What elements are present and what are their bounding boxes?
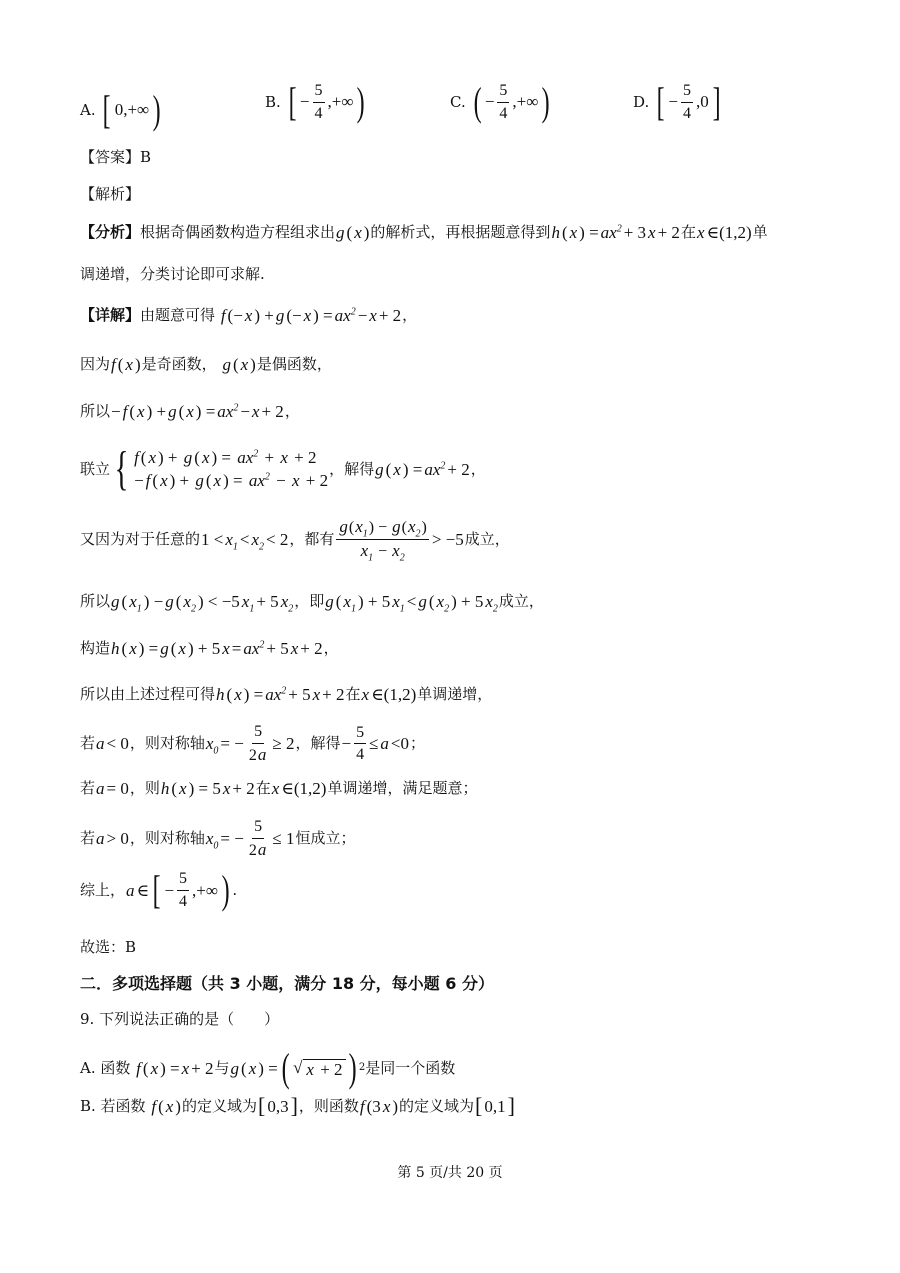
math: ] (290, 1093, 298, 1118)
text: 单 (752, 223, 768, 241)
math: ) + (146, 402, 167, 421)
math: $ax^2$ (334, 306, 356, 325)
fraction: $\frac{5}{4}$ (356, 723, 365, 764)
text: 在 (345, 685, 361, 703)
math: x (393, 459, 401, 479)
bracket: ) (357, 79, 366, 125)
choose-line: 故选：B (80, 938, 137, 956)
option-d (633, 79, 723, 125)
math: ) (392, 1096, 399, 1116)
math: ( (121, 639, 128, 658)
math: ∈ (136, 880, 150, 900)
fraction: $\frac{5}{2a}$ (248, 723, 267, 764)
bracket: ( (281, 1045, 290, 1090)
text: 恒成立； (295, 829, 356, 848)
math: $x_1$ (129, 592, 142, 615)
math: a (96, 779, 105, 798)
math: < (239, 529, 250, 549)
fraction: $\frac{5}{4}$ (499, 82, 508, 122)
bracket: ) (152, 87, 161, 132)
math: − (240, 402, 250, 421)
math: [ (475, 1093, 483, 1118)
case-a-zero (80, 780, 477, 797)
math: ( (335, 592, 342, 611)
text: 的定义域为 (181, 1096, 257, 1115)
math: ( (226, 685, 233, 704)
math: < (406, 592, 417, 611)
math: ( (561, 223, 568, 242)
math: x (382, 1096, 391, 1116)
math: $x_2$ (436, 592, 450, 615)
fraction: $\frac{5}{4}$ (179, 870, 188, 910)
text: 在 (255, 779, 271, 797)
math: (− (286, 306, 302, 325)
math: ∈(1,2) (706, 223, 752, 242)
math: ) = (160, 1058, 180, 1078)
math: + 2 (300, 639, 323, 658)
math: x (290, 639, 299, 658)
math: ( (232, 355, 239, 374)
math: f (136, 1058, 141, 1078)
math: ) = (258, 1058, 278, 1078)
system-line (80, 442, 486, 495)
math: h (160, 779, 170, 798)
brace: { (114, 442, 129, 495)
text: 是奇函数， (141, 355, 217, 373)
math: + 5 (288, 685, 311, 704)
text: 因为 (80, 355, 111, 373)
text: ，解得 (329, 459, 375, 478)
math: a (380, 734, 389, 754)
math: = (231, 639, 242, 658)
math: − (484, 92, 495, 112)
bracket: ) (221, 867, 230, 913)
bracket: ( (473, 79, 482, 125)
math: g (222, 355, 231, 374)
math: − (299, 92, 310, 112)
math: [ (257, 1093, 266, 1118)
math: g (336, 223, 345, 242)
sqrt: √ x + 2 (292, 1059, 345, 1078)
text: 的解析式，再根据题意得到 (370, 223, 551, 241)
math: (3 (366, 1096, 381, 1116)
text: ，则对称轴 (129, 734, 205, 753)
math: ≤ (369, 734, 379, 754)
math: ( (178, 402, 185, 421)
text: 所以 (80, 402, 111, 420)
question-9-option-b (80, 1095, 516, 1117)
math: $x_0$ (205, 829, 219, 852)
math: h (111, 639, 120, 658)
bracket: [ (152, 867, 161, 913)
math: ( (129, 402, 136, 421)
again-line (80, 517, 510, 564)
math: = − (220, 734, 244, 754)
math: x (222, 779, 231, 798)
math: + 2 (261, 402, 284, 421)
math: f (111, 355, 116, 374)
text: 成立， (498, 592, 544, 610)
text: 所以由上述过程可得 (80, 685, 216, 703)
math: x (240, 355, 249, 374)
math: ) = (195, 402, 216, 421)
option-a-label: A. (80, 101, 96, 119)
math: ,+∞ (512, 92, 539, 112)
math: − (668, 92, 678, 112)
math: g (111, 592, 120, 611)
text: ， (402, 306, 418, 324)
math: ∈(1,2) (281, 779, 327, 798)
math: a (126, 880, 135, 900)
math: x (251, 402, 260, 421)
equation-system: { f ( x ) + g ( x ) = $ax^2 + x + 2$ − f ( x ) + g ( x ) = $ax^2 - x + 2$ (114, 442, 329, 495)
math: ∈(1,2) (371, 685, 417, 704)
math: ( (158, 1096, 164, 1116)
math: > −5 (431, 529, 464, 549)
math: + 5 (256, 592, 279, 611)
math: a (96, 734, 105, 754)
math: ( (121, 592, 128, 611)
math: − (164, 880, 175, 900)
fraction: $\frac{5}{4}$ (314, 82, 323, 122)
math: x (271, 779, 280, 798)
math: ) (250, 355, 256, 374)
math: x (248, 1058, 257, 1078)
text: 若 (80, 829, 96, 848)
question-9-option-a: A. 函数 f ( x ) = x + 2 与 g ( x ) = ( √ x + 2 ) 2 是同一个函数 (80, 1045, 456, 1090)
option-a (80, 87, 164, 132)
math: + 2 (232, 779, 255, 798)
math: < 2 (266, 529, 289, 549)
math: x (150, 1058, 159, 1078)
answer-line: 【答案】B (80, 148, 152, 166)
math: x (222, 639, 230, 658)
so-line-1 (80, 403, 300, 420)
math: ) = (138, 639, 159, 658)
fraction: $\frac{5}{4}$ (682, 82, 691, 122)
math: ,+∞ (192, 880, 218, 900)
bracket: [ (656, 79, 665, 125)
xiangjie-line (80, 307, 417, 324)
math: ) = 5 (188, 779, 221, 798)
option-b-label: B. (265, 93, 281, 112)
math: (− (227, 306, 243, 325)
math: $x_2$ (251, 529, 265, 553)
math: ) = (579, 223, 599, 242)
math: = − (220, 829, 244, 849)
math: x (369, 306, 377, 325)
math: ( (428, 592, 435, 611)
case-a-negative (80, 723, 425, 764)
text: 联立 (80, 459, 111, 478)
math: ) = (243, 685, 264, 704)
text: 与 (214, 1058, 230, 1077)
text: ，都有 (289, 529, 335, 548)
case-a-positive (80, 818, 355, 859)
fenxi-tag: 【分析】 (80, 223, 141, 241)
xiangjie-tag: 【详解】 (80, 306, 141, 324)
math: g (275, 306, 285, 325)
math: 0,+∞ (114, 100, 150, 119)
math: $ax^2$ (243, 639, 265, 658)
text: B. 若函数 (80, 1096, 146, 1115)
text: 若 (80, 779, 96, 797)
math: $x_2$ (280, 592, 294, 615)
text: ， (284, 402, 300, 420)
math: ) + 5 (187, 639, 221, 658)
math: ,+∞ (327, 92, 354, 112)
text: 是偶函数， (256, 355, 332, 373)
construct-line (80, 640, 339, 657)
math: + 3 (623, 223, 647, 242)
math: + 2 (191, 1058, 214, 1078)
text: ，即 (294, 592, 325, 610)
option-c (450, 79, 553, 125)
question-9: 9. 下列说法正确的是（ ） (80, 1010, 280, 1028)
math: $ax^2$ (217, 402, 239, 421)
math: <0 (390, 734, 409, 754)
option-b (265, 79, 368, 125)
math: ( (170, 639, 177, 658)
math: + 2 (657, 223, 680, 242)
math: ) (175, 1096, 181, 1116)
math: + 2 (447, 459, 470, 479)
math: ( (346, 223, 353, 242)
math: x (129, 639, 137, 658)
text: ， (323, 639, 339, 657)
math: = 0 (106, 779, 129, 798)
math: x (125, 355, 133, 374)
summary-line (80, 867, 238, 913)
math: ) = (402, 459, 423, 479)
math: ( (171, 779, 178, 798)
math: f (151, 1096, 157, 1116)
text: 成立， (464, 529, 510, 548)
math: ( (241, 1058, 247, 1078)
math: $x_1$ (241, 592, 255, 615)
section-heading: 二．多项选择题（共 3 小题，满分 18 分，每小题 6 分） (80, 974, 494, 993)
math: x (165, 1096, 174, 1116)
math: g (325, 592, 334, 611)
math: 1 < (201, 529, 224, 549)
math: $ax^2$ (600, 223, 622, 242)
fenxi-line-2: 调递增，分类讨论即可求解. (80, 265, 265, 283)
text: 又因为对于任意的 (80, 529, 201, 548)
so-line-3 (80, 686, 492, 703)
text: 根据奇偶函数构造方程组求出 (140, 223, 336, 241)
analysis-heading: 【解析】 (80, 185, 141, 203)
math: x (244, 306, 253, 325)
math: $x_2$ (183, 592, 196, 615)
fraction: $\frac{g(x_1) - g(x_2)}{x_1 - x_2}$ (336, 518, 428, 560)
math: h (216, 685, 225, 704)
math: x (181, 1058, 190, 1078)
page-footer: 第 5 页/共 20 页 (397, 1165, 503, 1181)
bracket: [ (103, 87, 112, 132)
math: g (160, 639, 169, 658)
math: $x_0$ (205, 734, 219, 757)
math: < 0 (106, 734, 129, 754)
math: − (111, 402, 121, 421)
text: A. 函数 (80, 1058, 131, 1077)
math: ≤ 1 (272, 829, 295, 849)
text: 是同一个函数 (365, 1058, 456, 1077)
math: + 2 (378, 306, 402, 325)
math: x (178, 639, 186, 658)
math: x (137, 402, 145, 421)
bracket: ) (542, 79, 551, 125)
so-line-2 (80, 592, 544, 615)
text: 若 (80, 734, 96, 753)
math: ( (385, 459, 392, 479)
text: . (232, 880, 238, 899)
option-c-label: C. (450, 93, 466, 112)
math: g (165, 592, 174, 611)
math: $ax^2$ (265, 685, 287, 704)
math: ( (175, 592, 182, 611)
text: ； (410, 734, 426, 753)
math: h (551, 223, 560, 242)
math: f (122, 402, 128, 421)
bracket: [ (288, 79, 297, 125)
math: x (569, 223, 578, 242)
text: ，则函数 (298, 1096, 359, 1115)
math: ) + 5 (357, 592, 391, 611)
math: − (341, 734, 352, 754)
bracket: ) (348, 1045, 357, 1090)
text: 构造 (80, 639, 111, 657)
text: 在 (680, 223, 696, 241)
math: f (359, 1096, 365, 1116)
math: + 2 (322, 685, 345, 704)
math: $x_1$ (225, 529, 238, 553)
math: g (418, 592, 427, 611)
math: ≥ 2 (272, 734, 295, 754)
math: x (234, 685, 242, 704)
text: 单调递增，满足题意； (327, 779, 478, 797)
math: ] (507, 1093, 515, 1118)
math: ) (134, 355, 141, 374)
math: $x_1$ (392, 592, 405, 615)
math: − (357, 306, 368, 325)
text: ，则对称轴 (129, 829, 205, 848)
math: + 5 (266, 639, 289, 658)
fenxi-line (80, 224, 768, 241)
math: x (312, 685, 321, 704)
math: $ax^2$ (424, 459, 446, 479)
option-d-label: D. (633, 93, 650, 112)
text: 单调递增， (417, 685, 493, 703)
math: x (648, 223, 656, 242)
math: 0,1 (484, 1096, 506, 1116)
math: ) − (143, 592, 164, 611)
because-line (80, 356, 332, 373)
text: ， (470, 459, 486, 478)
math: ) (363, 223, 370, 242)
text: 所以 (80, 592, 111, 610)
math: ) + (254, 306, 274, 325)
math: ( (117, 355, 124, 374)
math: x (696, 223, 705, 242)
math: ) = (313, 306, 333, 325)
math: x (179, 779, 187, 798)
text: ，则 (129, 779, 160, 797)
math: ) + 5 (451, 592, 484, 611)
math: x (186, 402, 194, 421)
math: x (303, 306, 312, 325)
math: $x_2$ (485, 592, 498, 615)
math: > 0 (106, 829, 129, 849)
math: g (230, 1058, 240, 1078)
math: ) < −5 (197, 592, 240, 611)
text: 综上， (80, 880, 126, 899)
math: x (361, 685, 370, 704)
math: g (168, 402, 177, 421)
math: 0,3 (267, 1096, 289, 1116)
math: $x_1$ (343, 592, 356, 615)
text: 由题意可得 (140, 306, 216, 324)
math: f (220, 306, 226, 325)
math: x (354, 223, 362, 242)
fraction: $\frac{5}{2a}$ (248, 818, 267, 859)
text: 的定义域为 (399, 1096, 475, 1115)
math: ,0 (695, 92, 709, 112)
math: a (96, 829, 105, 849)
bracket: ] (712, 79, 721, 125)
text: ，解得 (295, 734, 341, 753)
math: ( (142, 1058, 149, 1078)
math: g (375, 459, 384, 479)
